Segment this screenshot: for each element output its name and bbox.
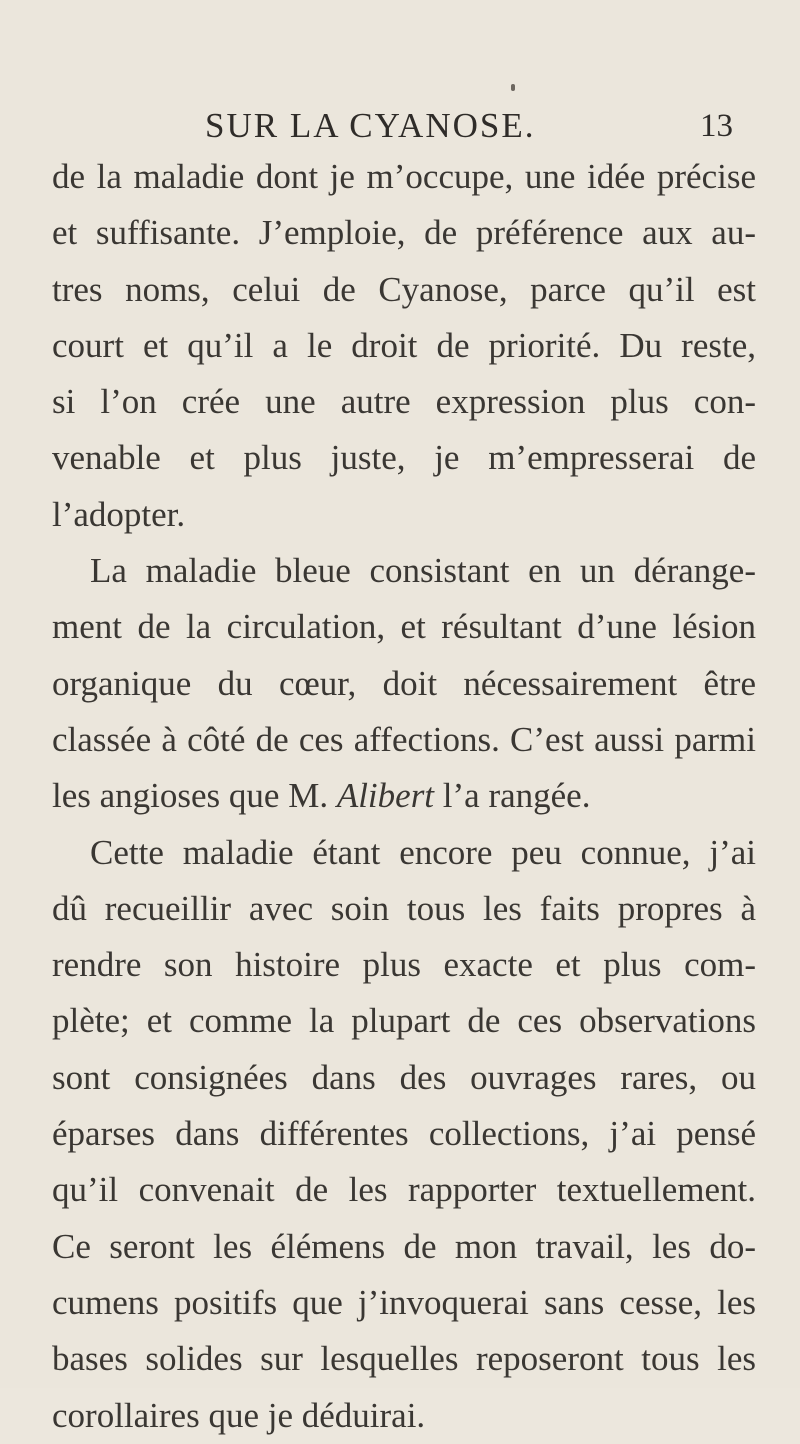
text-fragment: les angioses que M. [52, 776, 337, 816]
text-line: venable et plus juste, je m’empresserai de [52, 438, 756, 478]
text-line: éparses dans différentes collections, j’ai pensé [52, 1114, 756, 1154]
page-header [0, 104, 800, 148]
text-fragment: l’a rangée. [434, 776, 591, 816]
text-line: bases solides sur lesquelles reposeront tous les [52, 1339, 756, 1379]
text-line: tres noms, celui de Cyanose, parce qu’il est [52, 269, 756, 309]
text-line: sont consignées dans des ouvrages rares, ou [52, 1057, 756, 1097]
author-name: Alibert [336, 776, 435, 816]
running-title: SUR LA CYANOSE. [205, 106, 536, 145]
text-line: dû recueillir avec soin tous les faits propres à [52, 888, 756, 928]
text-line: court et qu’il a le droit de priorité. Du reste, [52, 325, 756, 365]
text-line: La maladie bleue consistant en un dérange- [90, 551, 756, 591]
body-text [52, 149, 756, 1444]
text-line: ment de la circulation, et résultant d’une lésion [52, 607, 756, 647]
text-line: rendre son histoire plus exacte et plus com- [52, 945, 756, 985]
ink-speck [511, 84, 515, 91]
text-line: corollaires que je déduirai. [52, 1395, 426, 1435]
text-line-angioses [52, 768, 756, 824]
text-line: de la maladie dont je m’occupe, une idée précise [52, 157, 756, 196]
text-line: plète; et comme la plupart de ces observations [52, 1001, 756, 1041]
text-line: si l’on crée une autre expression plus con- [52, 382, 756, 422]
text-line: Cette maladie étant encore peu connue, j’ai [90, 832, 756, 872]
text-line: l’adopter. [52, 494, 186, 534]
text-line: classée à côté de ces affections. C’est aussi parmi [52, 719, 756, 759]
text-line: qu’il convenait de les rapporter textuellement. [52, 1170, 756, 1210]
text-line: et suffisante. J’emploie, de préférence aux au- [52, 213, 756, 253]
text-line: Ce seront les élémens de mon travail, les do- [52, 1226, 756, 1266]
text-line: organique du cœur, doit nécessairement être [52, 663, 756, 703]
text-line: cumens positifs que j’invoquerai sans cesse, les [52, 1282, 756, 1322]
page-number: 13 [700, 108, 733, 144]
